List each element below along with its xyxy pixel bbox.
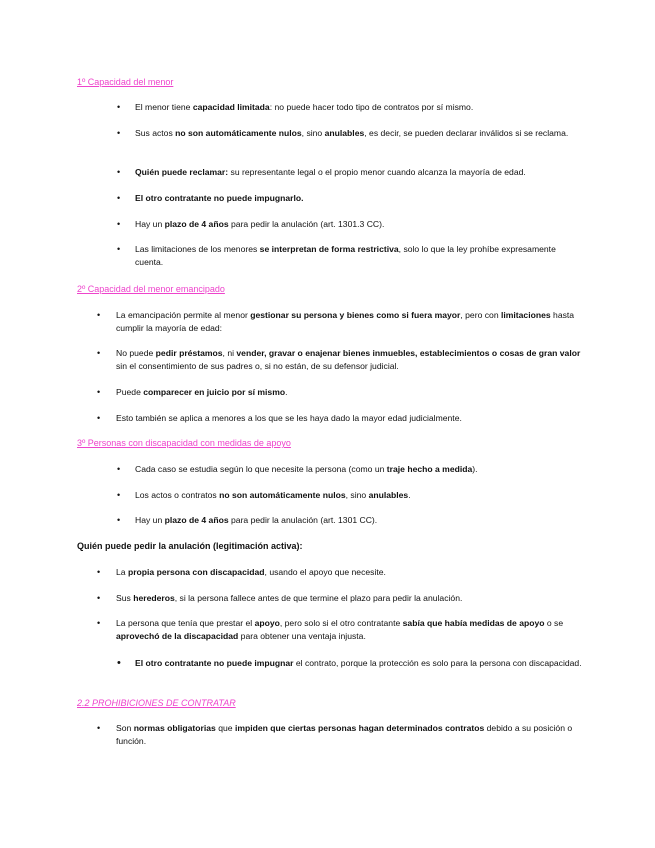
text-run: , pero con	[460, 310, 501, 320]
text-run: El menor tiene	[135, 102, 193, 112]
text-run: , si la persona fallece antes de que termine el plazo para pedir la anulación.	[174, 593, 463, 603]
text-run: , es decir, se pueden declarar inválidos si se reclama.	[364, 128, 569, 138]
bold-text: gestionar su persona y bienes como si fuera mayor	[250, 310, 461, 320]
text-run: .	[408, 490, 411, 500]
list-item-text	[116, 412, 577, 425]
bullet-icon: •	[117, 464, 121, 474]
text-run: hasta cumplir la mayoría de edad:	[116, 310, 575, 333]
bold-text: herederos	[133, 593, 175, 603]
list-item-text	[116, 566, 577, 579]
bold-text: plazo de 4 años	[164, 515, 229, 525]
list-item	[97, 386, 577, 399]
text-run: , usando el apoyo que necesite.	[264, 567, 386, 577]
bold-text: anulables	[324, 128, 365, 138]
list-item	[97, 722, 577, 748]
bullet-icon: •	[97, 567, 101, 577]
text-run: Sus	[116, 593, 134, 603]
list-item	[117, 101, 567, 114]
list-item	[117, 463, 577, 476]
bold-text: limitaciones	[500, 310, 551, 320]
list-item	[97, 309, 577, 335]
text-run: para pedir la anulación (art. 1301 CC).	[228, 515, 378, 525]
list-item	[117, 218, 567, 231]
text-run: Los actos o contratos	[135, 490, 220, 500]
bold-text: impiden que ciertas personas hagan determinados contratos	[234, 723, 485, 733]
text-run: Puede	[116, 387, 144, 397]
bold-text: no son automáticamente nulos	[219, 490, 346, 500]
bold-text: Quién puede reclamar:	[135, 167, 229, 177]
text-run: , pero solo si el otro contratante	[279, 618, 403, 628]
bold-text: se interpretan de forma restrictiva	[259, 244, 399, 254]
list-item	[97, 347, 587, 373]
heading-discapacidad: 3º Personas con discapacidad con medidas de apoyo	[77, 438, 291, 448]
bullet-icon: •	[117, 193, 121, 203]
bullet-icon: •	[117, 219, 121, 229]
text-run: Cada caso se estudia según lo que necesite la persona (como un	[135, 464, 387, 474]
bullet-icon: •	[117, 657, 121, 669]
text-run: Sus actos	[135, 128, 176, 138]
bold-text: no son automáticamente nulos	[175, 128, 302, 138]
list-item-text	[116, 347, 587, 373]
list-item-text	[135, 463, 577, 476]
text-run: sin el consentimiento de sus padres o, si no están, de su defensor judicial.	[116, 361, 399, 371]
list-item	[117, 192, 567, 205]
list-item-text	[135, 243, 557, 269]
text-run: su representante legal o el propio menor cuando alcanza la mayoría de edad.	[228, 167, 526, 177]
text-run: para obtener una ventaja injusta.	[238, 631, 366, 641]
list-item-text	[135, 101, 567, 114]
list-item	[97, 617, 577, 643]
list-item	[97, 592, 577, 605]
bullet-icon: •	[97, 387, 101, 397]
heading-menor-emancipado: 2º Capacidad del menor emancipado	[77, 284, 225, 294]
bold-text: sabía que había medidas de apoyo	[402, 618, 545, 628]
text-run: debido a su posición o función.	[116, 723, 573, 746]
text-run: Las limitaciones de los menores	[135, 244, 260, 254]
text-run: para pedir la anulación (art. 1301.3 CC).	[228, 219, 385, 229]
text-run: Hay un	[135, 515, 165, 525]
text-run: .	[285, 387, 288, 397]
list-item	[117, 514, 577, 527]
list-item	[117, 166, 587, 179]
text-run: ).	[472, 464, 478, 474]
list-item-text	[135, 514, 577, 527]
bullet-icon: •	[97, 618, 101, 628]
list-item	[117, 127, 577, 140]
text-run: No puede	[116, 348, 156, 358]
bullet-icon: •	[97, 593, 101, 603]
bold-text: comparecer en juicio por sí mismo	[143, 387, 286, 397]
bullet-icon: •	[97, 348, 101, 358]
list-item-text	[116, 309, 577, 335]
text-run: el contrato, porque la protección es solo para la persona con discapacidad.	[293, 658, 582, 668]
bullet-icon: •	[117, 490, 121, 500]
text-run: : no puede hacer todo tipo de contratos por sí mismo.	[269, 102, 474, 112]
text-run: La	[116, 567, 128, 577]
bullet-icon: •	[117, 102, 121, 112]
list-item	[117, 489, 577, 502]
bold-text: traje hecho a medida	[386, 464, 473, 474]
text-run: , solo lo que la ley prohíbe expresamente cuenta.	[135, 244, 556, 267]
bullet-icon: •	[97, 413, 101, 423]
heading-capacidad-menor: 1º Capacidad del menor	[77, 77, 174, 87]
list-item	[97, 566, 577, 579]
list-item-text	[135, 192, 567, 205]
text-run: o se	[544, 618, 564, 628]
bold-text: propia persona con discapacidad	[127, 567, 265, 577]
bullet-icon: •	[117, 128, 121, 138]
text-run: , sino	[301, 128, 325, 138]
bold-text: pedir préstamos	[155, 348, 223, 358]
text-run: Hay un	[135, 219, 165, 229]
list-item-text	[135, 166, 587, 179]
text-run: La persona que tenía que prestar el	[116, 618, 255, 628]
bold-text: vender, gravar o enajenar bienes inmuebles, establecimientos o cosas de gran valor	[236, 348, 581, 358]
list-item-text	[135, 127, 577, 140]
list-item-text	[116, 617, 577, 643]
text-run: La emancipación permite al menor	[116, 310, 251, 320]
bullet-icon: •	[117, 167, 121, 177]
bullet-icon: •	[117, 244, 121, 254]
list-item	[117, 243, 557, 269]
bold-text: capacidad limitada	[192, 102, 270, 112]
subheading-legitimacion: Quién puede pedir la anulación (legitimación activa):	[77, 541, 303, 551]
bold-text: plazo de 4 años	[164, 219, 229, 229]
bold-text: El otro contratante no puede impugnar	[135, 658, 294, 668]
list-item	[117, 657, 587, 670]
bullet-icon: •	[97, 310, 101, 320]
list-item-text	[116, 722, 577, 748]
bold-text: aprovechó de la discapacidad	[116, 631, 239, 641]
list-item-text	[116, 592, 577, 605]
bullet-icon: •	[97, 723, 101, 733]
list-item-text	[135, 657, 587, 670]
text-run: , ni	[222, 348, 237, 358]
text-run: que	[215, 723, 235, 733]
bullet-icon: •	[117, 515, 121, 525]
text-run: Son	[116, 723, 134, 733]
list-item-text	[135, 489, 577, 502]
text-run: , sino	[345, 490, 369, 500]
list-item-text	[116, 386, 577, 399]
list-item	[97, 412, 577, 425]
list-item-text	[135, 218, 567, 231]
text-run: Esto también se aplica a menores a los que se les haya dado la mayor edad judicialmente.	[116, 413, 462, 423]
bold-text: El otro contratante no puede impugnarlo.	[135, 193, 304, 203]
bold-text: anulables	[368, 490, 409, 500]
heading-prohibiciones: 2.2 PROHIBICIONES DE CONTRATAR	[77, 698, 236, 708]
bold-text: apoyo	[254, 618, 280, 628]
bold-text: normas obligatorias	[133, 723, 216, 733]
